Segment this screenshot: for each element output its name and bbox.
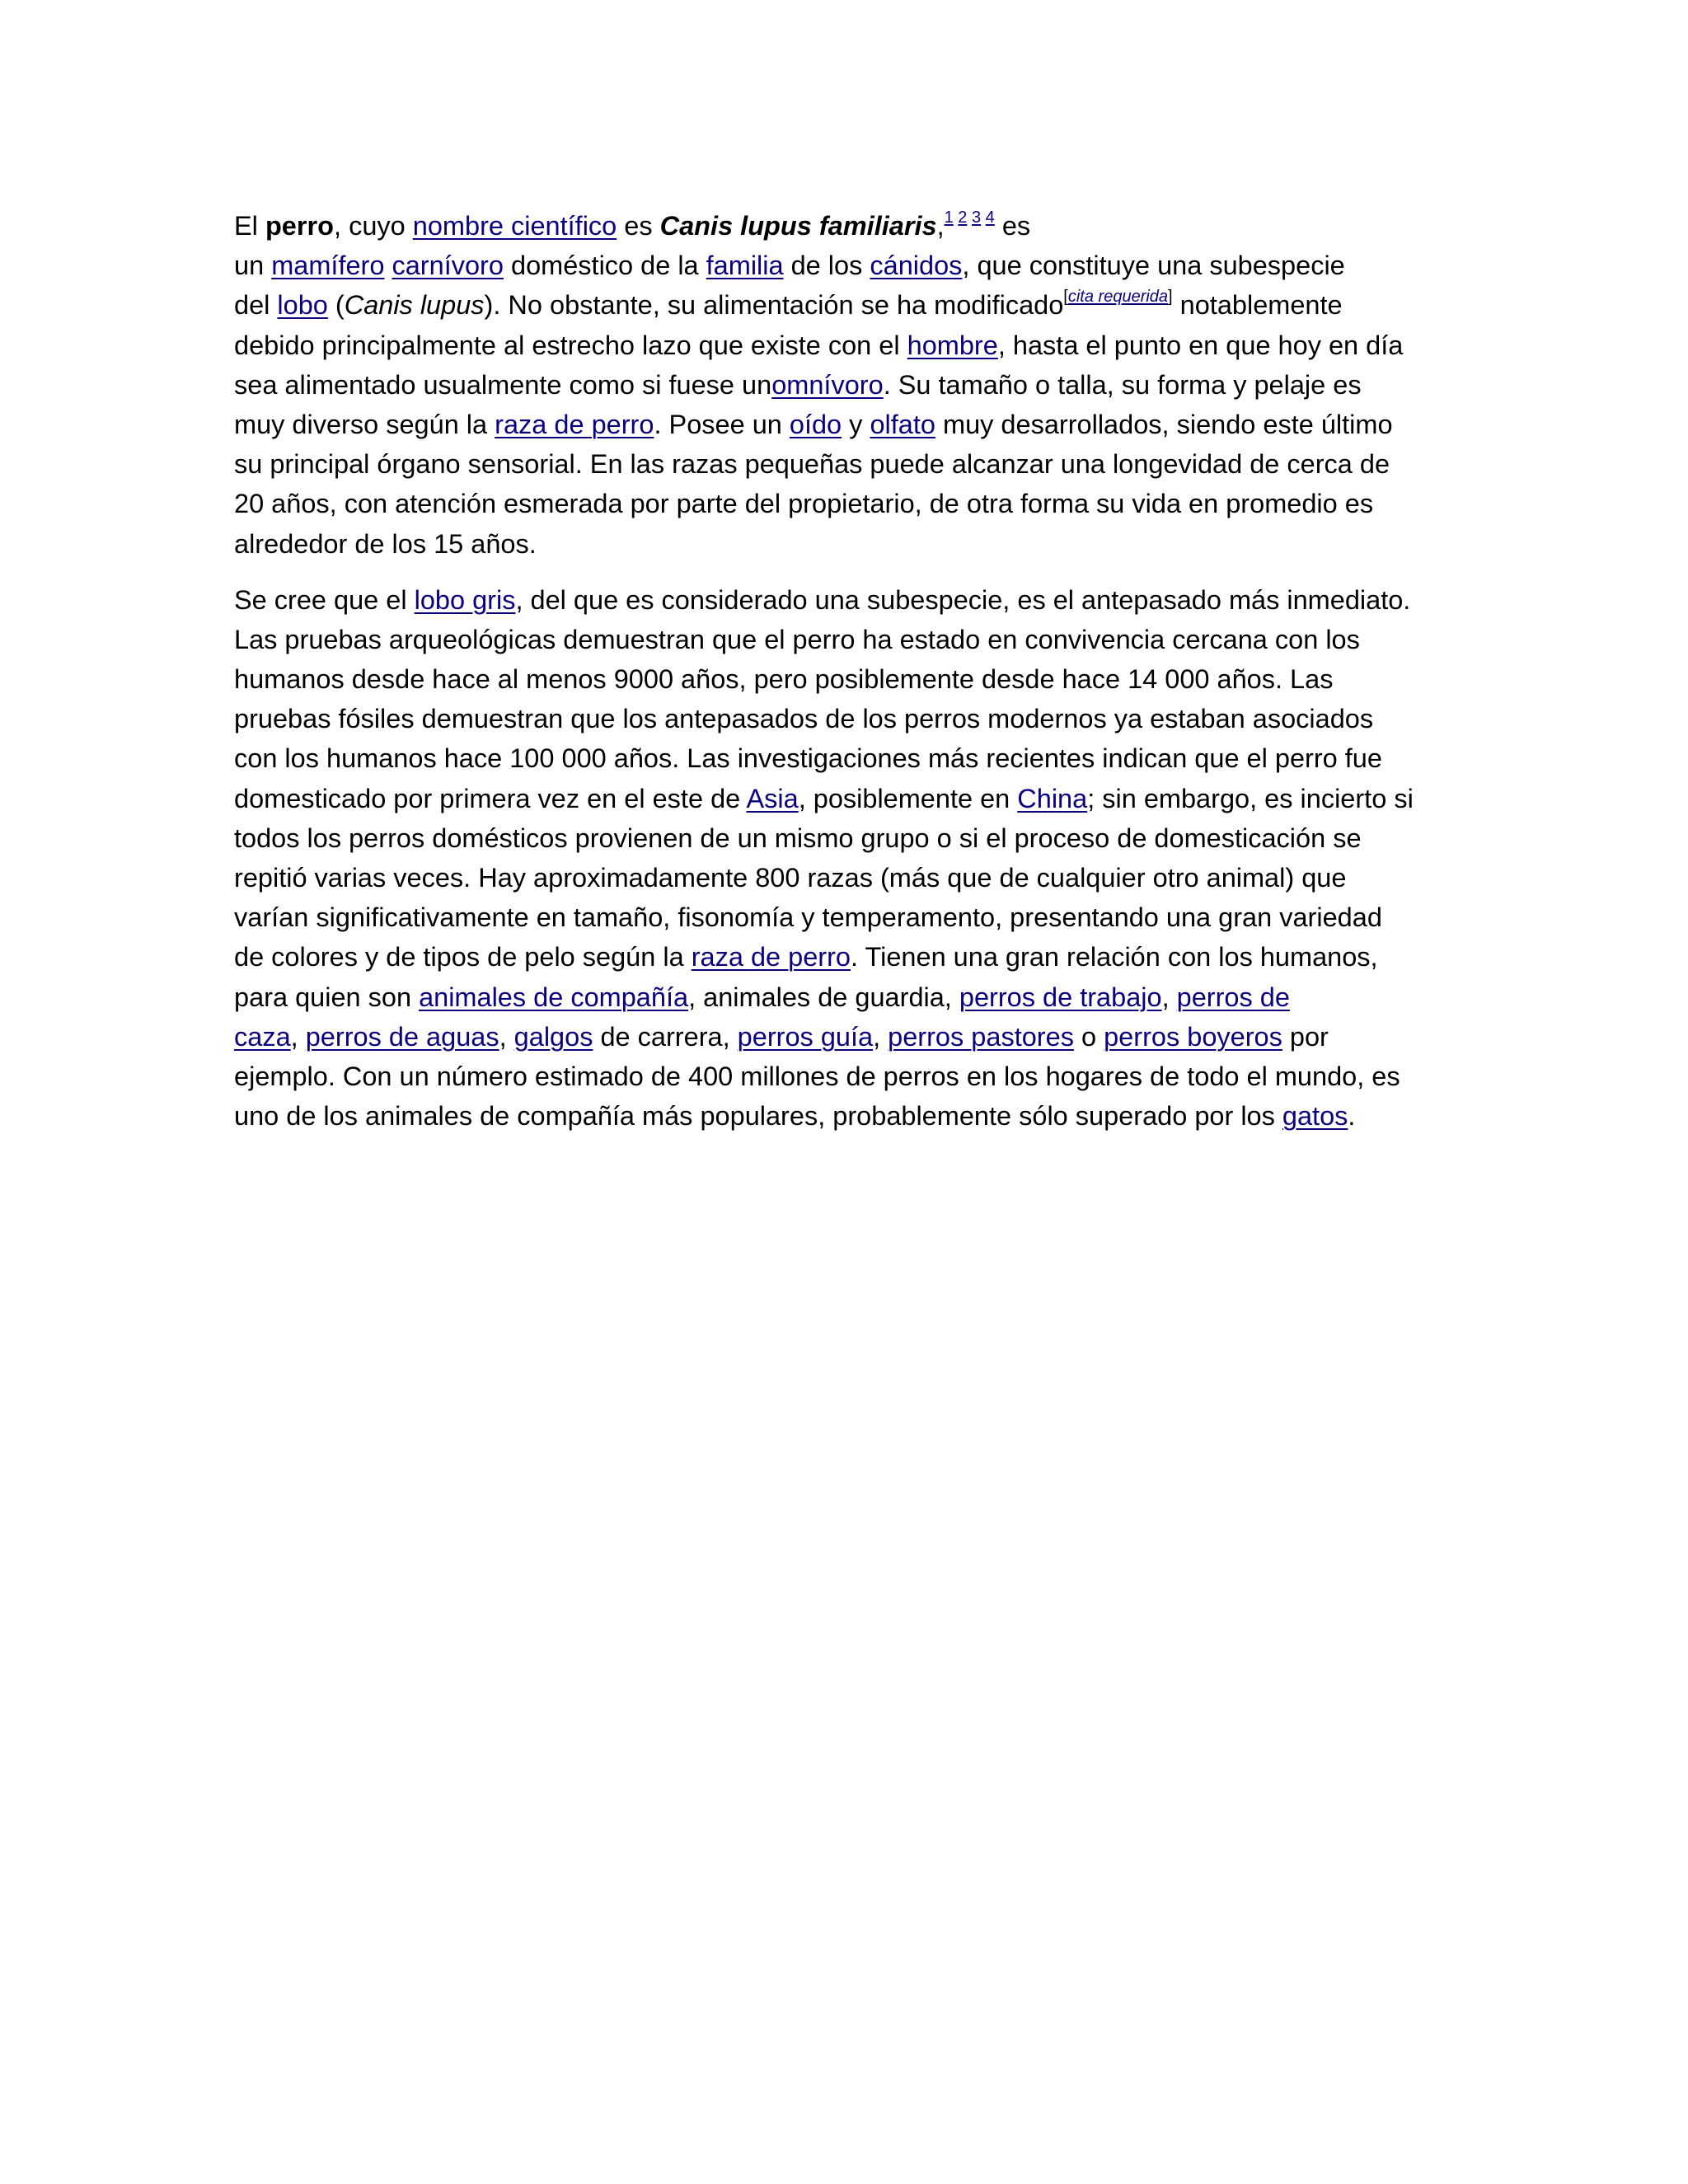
link-omnivoro[interactable]: omnívoro (771, 369, 884, 400)
text: o (1073, 1021, 1104, 1052)
link-oido[interactable]: oído (789, 409, 842, 439)
bold-term-perro: perro (265, 211, 335, 241)
text: El (234, 211, 265, 241)
link-perros-de-trabajo[interactable]: perros de trabajo (959, 982, 1162, 1012)
text-line (234, 580, 1454, 620)
text: humanos desde hace al menos 9000 años, pero posiblemente desde hace 14 000 años. Las (234, 664, 1334, 695)
text: doméstico de la (503, 251, 706, 281)
text-line (234, 738, 1454, 778)
text-line (234, 524, 1454, 564)
text-line (234, 620, 1454, 659)
text: todos los perros domésticos provienen de un mismo grupo o si el proceso de domesticación se (234, 823, 1362, 853)
bracket-open: [ (1063, 288, 1068, 307)
text: varían significativamente en tamaño, fisonomía y temperamento, presentando una gran variedad (234, 902, 1382, 933)
text: , (499, 1021, 514, 1052)
text-line (234, 1017, 1454, 1057)
link-china[interactable]: China (1017, 783, 1088, 813)
text: . (1348, 1101, 1356, 1132)
text: notablemente (1172, 290, 1343, 321)
text: muy diverso según la (234, 409, 495, 439)
link-canidos[interactable]: cánidos (870, 251, 963, 281)
text: ). No obstante, su alimentación se ha modificado (484, 290, 1064, 321)
link-familia[interactable]: familia (706, 251, 784, 281)
text: repitió varias veces. Hay aproximadamente 800 razas (más que de cualquier otro animal) que (234, 863, 1347, 893)
text: su principal órgano sensorial. En las razas pequeñas puede alcanzar una longevidad de cerca de (234, 449, 1390, 480)
text: es (617, 211, 660, 241)
text: con los humanos hace 100 000 años. Las investigaciones más recientes indican que el perro fue (234, 743, 1382, 774)
text-line (234, 659, 1454, 699)
link-galgos[interactable]: galgos (513, 1021, 593, 1052)
link-cita-requerida[interactable]: cita requerida (1067, 288, 1169, 307)
link-perros-pastores[interactable]: perros pastores (888, 1021, 1074, 1052)
text-line (234, 1057, 1454, 1096)
text: es (994, 211, 1031, 241)
link-mamifero[interactable]: mamífero (271, 251, 385, 281)
text: de colores y de tipos de pelo según la (234, 942, 692, 972)
link-lobo[interactable]: lobo (277, 290, 328, 321)
text: pruebas fósiles demuestran que los antepasados de los perros modernos ya estaban asociados (234, 704, 1374, 734)
link-perros-boyeros[interactable]: perros boyeros (1104, 1021, 1282, 1052)
link-gatos[interactable]: gatos (1282, 1101, 1348, 1132)
link-perros-de-aguas[interactable]: perros de aguas (305, 1021, 499, 1052)
text: , (290, 1021, 306, 1052)
text: , posiblemente en (798, 783, 1018, 813)
text: de carrera, (593, 1021, 738, 1052)
link-asia[interactable]: Asia (746, 783, 799, 813)
text: . Tienen una gran relación con los humanos, (851, 942, 1378, 972)
text-line (234, 206, 1454, 246)
text: , del que es considerado una subespecie, es el antepasado más inmediato. (515, 584, 1411, 615)
text: 20 años, con atención esmerada por parte del propietario, de otra forma su vida en promedio es (234, 489, 1374, 519)
text: . Posee un (654, 409, 790, 439)
link-lobo-gris[interactable]: lobo gris (414, 584, 516, 615)
text: de los (783, 251, 870, 281)
link-raza-de-perro[interactable]: raza de perro (495, 409, 654, 439)
text-line (234, 818, 1454, 858)
link-perros-de-caza[interactable]: caza (234, 1021, 291, 1052)
footnote-link-4[interactable]: 4 (985, 209, 995, 227)
text: Se cree que el (234, 584, 415, 615)
text-line (234, 858, 1454, 898)
footnote-link-2[interactable]: 2 (958, 209, 968, 227)
text: domesticado por primera vez en el este de (234, 783, 747, 813)
text: , que constituye una subespecie (962, 251, 1345, 281)
link-animales-de-compania[interactable]: animales de compañía (419, 982, 689, 1012)
text-line (234, 246, 1454, 285)
citation-needed (1063, 288, 1172, 306)
text: , (1161, 982, 1177, 1012)
footnote-refs (945, 209, 995, 227)
footnote-link-3[interactable]: 3 (971, 209, 982, 227)
bracket-close: ] (1168, 288, 1173, 307)
text: ; sin embargo, es incierto si (1087, 783, 1414, 813)
paragraph-1 (234, 206, 1454, 564)
italic-canis-lupus: Canis lupus (344, 290, 485, 321)
link-raza-de-perro-2[interactable]: raza de perro (691, 942, 851, 972)
text-line (234, 484, 1454, 523)
text-line (234, 779, 1454, 818)
text: Las pruebas arqueológicas demuestran que el perro ha estado en convivencia cercana con los (234, 624, 1360, 654)
text-line (234, 444, 1454, 484)
text-line (234, 326, 1454, 365)
text-line (234, 365, 1454, 405)
link-perros-de-caza[interactable]: perros de (1176, 982, 1290, 1012)
text: del (234, 290, 278, 321)
text: , (936, 211, 945, 241)
link-carnivoro[interactable]: carnívoro (392, 251, 504, 281)
text-line (234, 937, 1454, 977)
link-olfato[interactable]: olfato (870, 409, 935, 439)
text: uno de los animales de compañía más populares, probablemente sólo superado por los (234, 1101, 1282, 1132)
text: un (234, 251, 272, 281)
text: y (842, 409, 870, 439)
text-line (234, 285, 1454, 325)
paragraph-2 (234, 580, 1454, 1137)
text: , cuyo (334, 211, 413, 241)
text: ( (327, 290, 345, 321)
text-line (234, 405, 1454, 444)
text: muy desarrollados, siendo este último (935, 409, 1393, 439)
text: , (873, 1021, 889, 1052)
link-nombre-cientifico[interactable]: nombre científico (412, 211, 617, 241)
text: para quien son (234, 982, 420, 1012)
text-line (234, 977, 1454, 1017)
link-perros-guia[interactable]: perros guía (737, 1021, 874, 1052)
text: , animales de guardia, (688, 982, 959, 1012)
text: sea alimentado usualmente como si fuese un (234, 369, 772, 400)
text: ejemplo. Con un número estimado de 400 millones de perros en los hogares de todo el mundo, es (234, 1061, 1400, 1091)
text: . Su tamaño o talla, su forma y pelaje es (883, 369, 1362, 400)
footnote-link-1[interactable]: 1 (944, 209, 954, 227)
link-hombre[interactable]: hombre (907, 330, 998, 360)
text: debido principalmente al estrecho lazo que existe con el (234, 330, 907, 360)
article-body (234, 206, 1454, 1152)
text: por (1282, 1021, 1329, 1052)
text: alrededor de los 15 años. (234, 528, 537, 559)
text-line (234, 699, 1454, 738)
text: , hasta el punto en que hoy en día (997, 330, 1404, 360)
scientific-name: Canis lupus familiaris (659, 211, 937, 241)
text-line (234, 1096, 1454, 1136)
text-line (234, 898, 1454, 937)
